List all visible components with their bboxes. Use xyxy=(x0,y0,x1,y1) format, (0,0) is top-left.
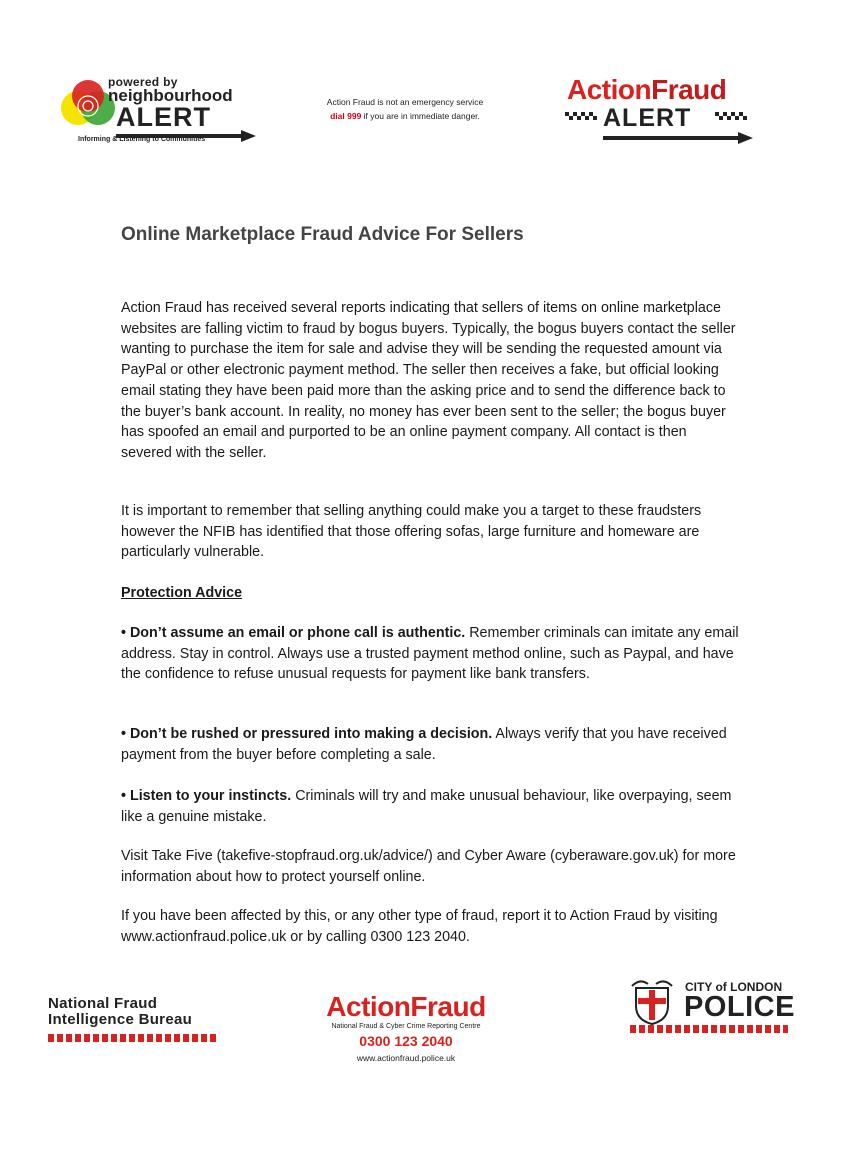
city-of-london-police-logo xyxy=(628,978,793,1038)
action-fraud-phone: 0300 123 2040 xyxy=(359,1033,453,1049)
checker-left-icon xyxy=(565,112,601,122)
nfib-logo xyxy=(48,996,218,1042)
police-checker-band xyxy=(630,1025,788,1033)
action-word: Action xyxy=(567,74,652,105)
advice-bullet xyxy=(121,724,741,765)
action-word: Action xyxy=(326,991,411,1022)
action-fraud-arrow-icon xyxy=(603,132,753,144)
emergency-notice-line1: Action Fraud is not an emergency service xyxy=(326,97,484,107)
report-fraud-paragraph: If you have been affected by this, or any other type of fraud, report it to Action Fraud by visiting www.actionfraud.police.uk or by calling 0300 123 2040. xyxy=(121,908,718,945)
action-fraud-wordmark xyxy=(567,74,726,106)
emergency-notice xyxy=(300,95,510,123)
vulnerability-paragraph: It is important to remember that selling anything could make you a target to these fraudsters however the NFIB has identified that those offering sofas, large furniture and homeware are particularly vulnerable. xyxy=(121,503,702,561)
action-fraud-alert-logo xyxy=(565,74,755,146)
neighbourhood-alert-logo xyxy=(58,72,258,152)
neighbourhood-text: neighbourhood xyxy=(108,86,233,105)
nfib-checker-band xyxy=(48,1034,218,1042)
reporting-centre-subtitle: National Fraud & Cyber Crime Reporting Centre xyxy=(331,1023,481,1030)
powered-by-text: powered by xyxy=(108,75,178,89)
advice-bullet-title: • Don’t assume an email or phone call is authentic. xyxy=(121,625,466,641)
checker-right-icon xyxy=(715,112,751,122)
advice-bullet-text: Always verify that you have received payment from the buyer before completing a sale. xyxy=(121,726,727,763)
visit-resources-paragraph: Visit Take Five (takefive-stopfraud.org.uk/advice/) and Cyber Aware (cyberaware.gov.uk) for more information about how to protect yourself online. xyxy=(121,848,736,885)
advice-bullet-text: Criminals will try and make unusual behaviour, like overpaying, seem like a genuine mistake. xyxy=(121,788,732,825)
action-fraud-website: www.actionfraud.police.uk xyxy=(356,1053,456,1063)
nfib-line2: Intelligence Bureau xyxy=(48,1011,193,1028)
action-fraud-footer-logo xyxy=(306,992,506,1066)
advice-bullet-title: • Don’t be rushed or pressured into making a decision. xyxy=(121,726,493,742)
alert-text: ALERT xyxy=(116,102,211,132)
advice-bullet-text: Remember criminals can imitate any email address. Stay in control. Always use a trusted payment method online, such as Paypal, and have the confidence to refuse unusual requests for payment like bank transfers. xyxy=(121,625,739,683)
police-text: POLICE xyxy=(684,991,795,1023)
emergency-notice-line2 xyxy=(300,109,510,123)
immediate-danger-text: if you are in immediate danger. xyxy=(361,111,480,121)
fraud-word: Fraud xyxy=(651,74,727,105)
city-crest-icon xyxy=(628,978,676,1026)
fraud-word: Fraud xyxy=(410,991,486,1022)
action-fraud-footer-wordmark xyxy=(306,992,506,1022)
neighbourhood-alert-tagline: Informing & Listening to Communities xyxy=(78,136,206,143)
page-title: Online Marketplace Fraud Advice For Sellers xyxy=(121,224,524,245)
advice-bullet-title: • Listen to your instincts. xyxy=(121,788,292,804)
intro-paragraph: Action Fraud has received several reports indicating that sellers of items on online marketplace websites are falling victim to fraud by bogus buyers. Typically, the bogus buyers contact the seller wanting to purchase the item for sale and advise they will be sending the requested amount via PayPal or other electronic payment method. The seller then receives a fake, but official looking email stating they have been paid more than the asking price and to send the difference back to the buyer’s bank account. In reality, no money has ever been sent to the seller; the bogus buyer has spoofed an email and purported to be an online payment company. All contact is then severed with the seller. xyxy=(121,300,736,461)
advice-bullet xyxy=(121,786,741,827)
protection-advice-heading: Protection Advice xyxy=(121,585,243,601)
city-of-london-text: CITY of LONDON xyxy=(685,980,783,994)
advice-bullet xyxy=(121,623,741,685)
nfib-line1: National Fraud xyxy=(48,995,158,1012)
dial-999-text: dial 999 xyxy=(330,111,362,121)
action-fraud-alert-text: ALERT xyxy=(603,104,692,132)
